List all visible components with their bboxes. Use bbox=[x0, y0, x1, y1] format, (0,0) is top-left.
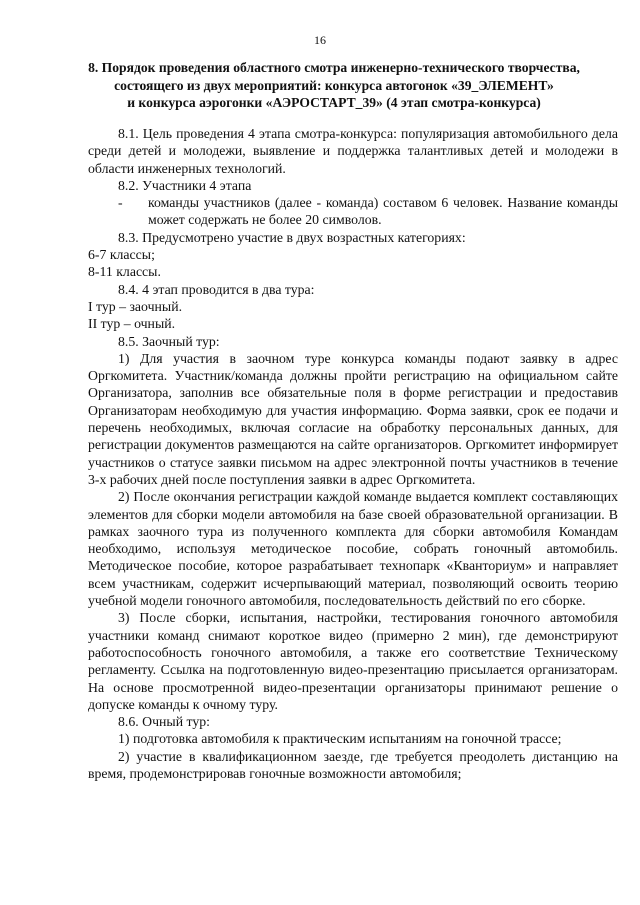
heading-line-3: и конкурса аэрогонки «АЭРОСТАРТ_39» (4 этап смотра-конкурса) bbox=[127, 95, 541, 110]
paragraph-8-1: 8.1. Цель проведения 4 этапа смотра-конкурса: популяризация автомобильного дела среди детей и молодежи, выявление и поддержка талантливых детей и молодежи в области инженерных технологий. bbox=[88, 126, 618, 176]
paragraph-8-6-title: 8.6. Очный тур: bbox=[118, 714, 211, 730]
paragraph-8-2-item bbox=[88, 194, 618, 229]
paragraph-8-2-text: команды участников (далее - команда) составом 6 человек. Название команды может содержать не более 20 символов. bbox=[148, 195, 618, 228]
paragraph-8-5-item-3: 3) После сборки, испытания, настройки, тестирования гоночного автомобиля участники команд снимают короткое видео (примерно 2 мин), где демонстрируют работоспособность гоночного автомобиля, а также его соответствие Техническому регламенту. Ссылка на подготовленную видео-презентацию присылается организаторам. На основе просмотренной видео-презентации организаторы принимают решение о допуске команды к очному туру. bbox=[88, 610, 618, 712]
paragraph-8-4-title: 8.4. 4 этап проводится в два тура: bbox=[118, 281, 315, 297]
document-body bbox=[88, 125, 618, 782]
paragraph-8-5-item-1: 1) Для участия в заочном туре конкурса команды подают заявку в адрес Оргкомитета. Участник/команда должны пройти регистрацию на официальном сайте Организатора, заполнив все обязательные поля в форме регистрации и предоставив Организаторам необходимую для участия информацию. Форма заявки, срок ее подачи и перечень необходимых, включая согласие на обработку персональных данных, для регистрации документов размещаются на сайте организаторов. Оргкомитет информирует участников о статусе заявки письмом на адрес электронной почты участников в течение 3-х рабочих дней после поступления заявки в адрес Оргкомитета. bbox=[88, 350, 618, 487]
page-number: 16 bbox=[314, 33, 326, 47]
paragraph-8-2-title: 8.2. Участники 4 этапа bbox=[118, 177, 252, 193]
paragraph-8-6-item-1: 1) подготовка автомобиля к практическим испытаниям на гоночной трассе; bbox=[118, 731, 562, 747]
tour-1: I тур – заочный. bbox=[88, 298, 183, 314]
heading-line-2: состоящего из двух мероприятий: конкурса автогонок «39_ЭЛЕМЕНТ» bbox=[114, 77, 554, 93]
section-heading bbox=[54, 59, 614, 112]
paragraph-8-5-title: 8.5. Заочный тур: bbox=[118, 333, 220, 349]
age-category-2: 8-11 классы. bbox=[88, 264, 161, 280]
paragraph-8-6-item-2: 2) участие в квалификационном заезде, где требуется преодолеть дистанцию на время, продемонстрировав гоночные возможности автомобиля; bbox=[88, 748, 618, 781]
list-dash: - bbox=[118, 195, 123, 211]
paragraph-8-5-item-2: 2) После окончания регистрации каждой команде выдается комплект составляющих элементов для сборки модели автомобиля на базе своей образовательной организации. В рамках заочного тура из полученного комплекта для сборки автомобиля Командам необходимо, используя методическое пособие, собрать гоночный автомобиль. Методическое пособие, которое разрабатывает технопарк «Кванториум» и направляет всем участникам, содержит исчерпывающий материал, позволяющий освоить теорию учебной модели гоночного автомобиля, последовательность действий по его сборке. bbox=[88, 489, 618, 609]
paragraph-8-3-title: 8.3. Предусмотрено участие в двух возрастных категориях: bbox=[118, 229, 466, 245]
age-category-1: 6-7 классы; bbox=[88, 247, 155, 263]
tour-2: II тур – очный. bbox=[88, 316, 176, 332]
heading-line-1: 8. Порядок проведения областного смотра инженерно-технического творчества, bbox=[88, 60, 580, 75]
